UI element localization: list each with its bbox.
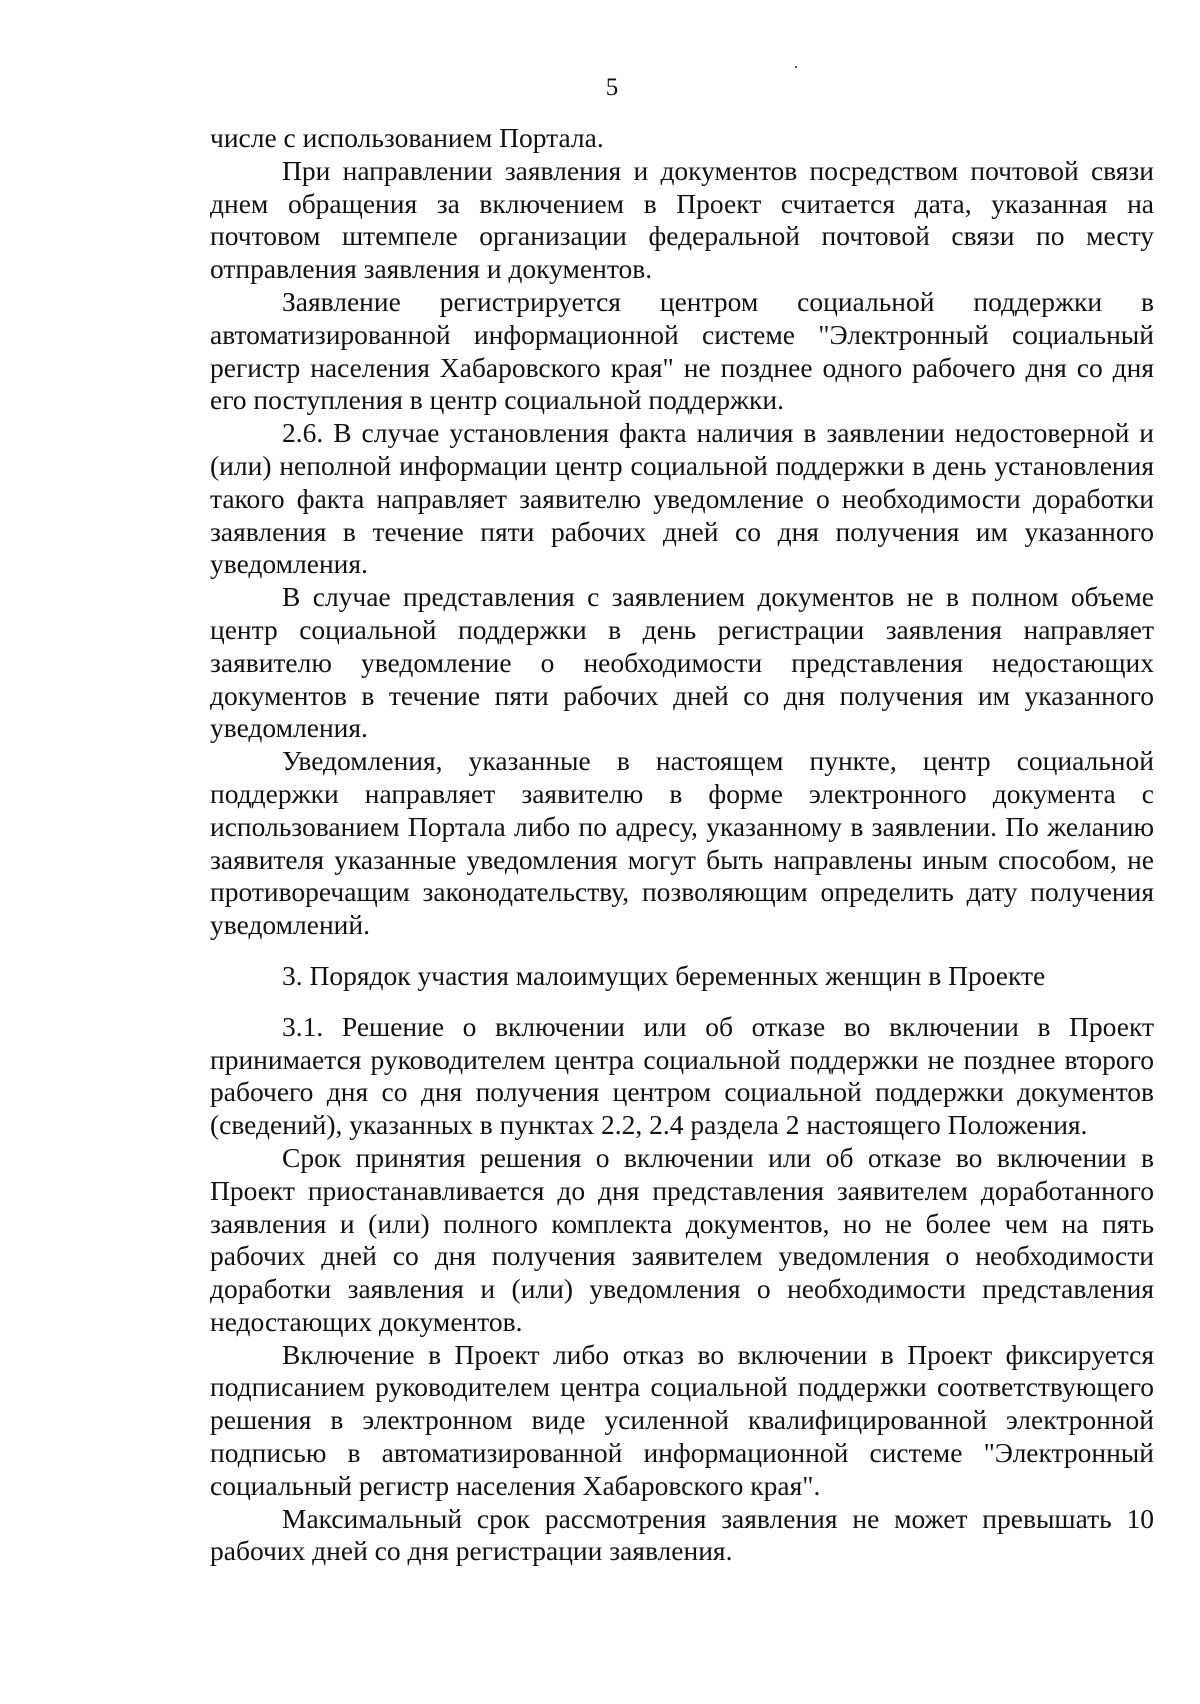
paragraph-inclusion-signing: Включение в Проект либо отказ во включении в Проект фиксируется подписанием руководителем центра социальной поддержки соответствующего решения в электронном виде усиленной квалифицированной электронной подписью в автоматизированной информационной системе "Электронный социальный регистр населения Хабаровского края". bbox=[210, 1338, 1154, 1501]
paragraph-max-review-period: Максимальный срок рассмотрения заявления не может превышать 10 рабочих дней со дня регистрации заявления. bbox=[210, 1502, 1154, 1567]
paragraph-postal-submission: При направлении заявления и документов посредством почтовой связи днем обращения за включением в Проект считается дата, указанная на почтовом штемпеле организации федеральной почтовой связи по месту отправления заявления и документов. bbox=[210, 154, 1154, 285]
paragraph-decision-deadline: Срок принятия решения о включении или об отказе во включении в Проект приостанавливается до дня представления заявителем доработанного заявления и (или) полного комплекта документов, но не более чем на пять рабочих дней со дня получения заявителем уведомления о необходимости доработки заявления и (или) уведомления о необходимости представления недостающих документов. bbox=[210, 1141, 1154, 1337]
scan-artifact-dot bbox=[795, 66, 797, 68]
page-number: 5 bbox=[605, 74, 619, 101]
paragraph-continuation: числе с использованием Портала. bbox=[210, 122, 604, 153]
document-body bbox=[210, 122, 1154, 1568]
paragraph-3-1: 3.1. Решение о включении или об отказе во включении в Проект принимается руководителем центра социальной поддержки не позднее второго рабочего дня со дня получения центром социальной поддержки документов (сведений), указанных в пунктах 2.2, 2.4 раздела 2 настоящего Положения. bbox=[210, 1010, 1154, 1141]
paragraph-registration: Заявление регистрируется центром социальной поддержки в автоматизированной информационной системе "Электронный социальный регистр населения Хабаровского края" не позднее одного рабочего дня со дня его поступления в центр социальной поддержки. bbox=[210, 285, 1154, 416]
paragraph-incomplete-documents: В случае представления с заявлением документов не в полном объеме центр социальной поддержки в день регистрации заявления направляет заявителю уведомление о необходимости представления недостающих документов в течение пяти рабочих дней со дня получения им указанного уведомления. bbox=[210, 581, 1154, 744]
paragraph-notifications: Уведомления, указанные в настоящем пункте, центр социальной поддержки направляет заявителю в форме электронного документа с использованием Портала либо по адресу, указанному в заявлении. По желанию заявителя указанные уведомления могут быть направлены иным способом, не противоречащим законодательству, позволяющим определить дату получения уведомлений. bbox=[210, 745, 1154, 941]
section-heading: 3. Порядок участия малоимущих беременных женщин в Проекте bbox=[282, 959, 1046, 991]
paragraph-2-6: 2.6. В случае установления факта наличия в заявлении недостоверной и (или) неполной информации центр социальной поддержки в день установления такого факта направляет заявителю уведомление о необходимости доработки заявления в течение пяти рабочих дней со дня получения им указанного уведомления. bbox=[210, 417, 1154, 580]
